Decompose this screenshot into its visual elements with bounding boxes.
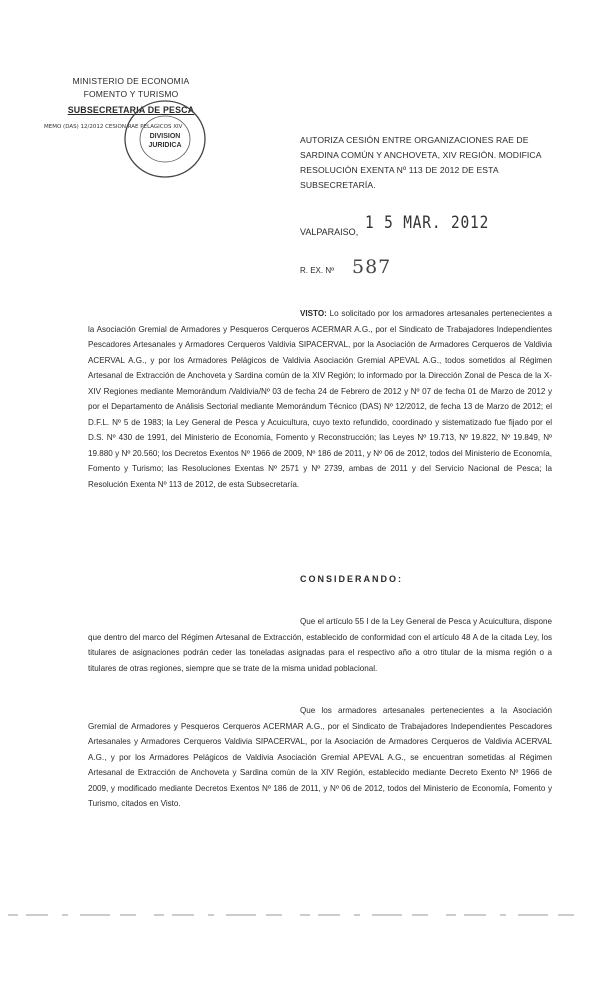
considerando-paragraph-1: Que el artículo 55 I de la Ley General de Pesca y Acuicultura, dispone que dentro del marco del Régimen Artesanal de Extracción, establecido de conformidad con el artículo 48 A de la citada Ley, los titulares de asignaciones podrán ceder las toneladas asignadas para el respectivo año a otro titular de la misma región o a titulares de otras regiones, siempre que se trate de la misma unidad poblacional. (88, 617, 552, 673)
considerando-paragraph-2: Que los armadores artesanales pertenecientes a la Asociación Gremial de Armadores y Pesqueros Cerqueros ACERMAR A.G., por el Sindicato de Trabajadores Independientes Pescadores Artesanales y Armadores Cerqueros Valdivia SIPACERVAL, por la Asociación de Armadores Cerqueros de Valdivia ACERVAL A.G., y por los Armadores Pelágicos de Valdivia Asociación Gremial APEVAL A.G., se encuentran sometidas al Régimen Artesanal de Extracción de Anchoveta y Sardina común de la XIV Región, establecido mediante Decreto Exento Nº 1966 de 2009, y modificado mediante Decretos Exentos Nº 186 de 2011, y Nº 06 de 2012, todos del Ministerio de Economía, Fomento y Turismo, citados en Visto. (88, 706, 552, 808)
considerando-heading: CONSIDERANDO: (300, 574, 404, 584)
stamp-line-1: DIVISION (149, 133, 181, 140)
resolution-number: 587 (352, 256, 392, 278)
place-label: VALPARAISO, (300, 227, 359, 237)
visto-paragraph (88, 306, 552, 492)
resolution-date: 1 5 MAR. 2012 (365, 213, 490, 233)
subsecretaria-name: SUBSECRETARIA DE PESCA (67, 105, 195, 115)
ministry-name: MINISTERIO DE ECONOMIA (72, 76, 190, 86)
resolution-subject: AUTORIZA CESIÓN ENTRE ORGANIZACIONES RAE DE SARDINA COMÚN Y ANCHOVETA, XIV REGIÓN. MODIFICA RESOLUCIÓN EXENTA Nº 113 DE 2012 DE ESTA SUBSECRETARÍA. (300, 135, 542, 190)
division-juridica-stamp (95, 92, 235, 182)
footer-scan-dashes (8, 914, 580, 916)
memo-reference: MEMO (DAS) 12/2012 CESION RAE PELAGICOS XIV (44, 124, 183, 130)
stamp-line-2: JURIDICA (148, 142, 182, 149)
resolution-label: R. EX. Nº (300, 266, 335, 275)
ministry-subtitle: FOMENTO Y TURISMO (83, 89, 179, 99)
visto-text: Lo solicitado por los armadores artesanales pertenecientes a la Asociación Gremial de Armadores y Pesqueros Cerqueros ACERMAR A.G., por el Sindicato de Trabajadores Independientes Pescadores Artesanales y Armadores Cerqueros Valdivia SIPACERVAL, por la Asociación de Armadores Cerqueros de Valdivia ACERVAL A.G., y por los Armadores Pelágicos de Valdivia Asociación Gremial APEVAL A.G., todos sometidos al Régimen Artesanal de Extracción de Anchoveta y Sardina común de la XIV Región; lo informado por la Dirección Zonal de Pesca de la X-XIV Regiones mediante Memorándum /Valdivia/Nº 03 de fecha 24 de Febrero de 2012 y Nº 07 de fecha 01 de Marzo de 2012 y por el Departamento de Análisis Sectorial mediante Memorándum Técnico (DAS) Nº 12/2012, de fecha 13 de Marzo de 2012; el D.F.L. Nº 5 de 1983; la Ley General de Pesca y Acuicultura, cuyo texto refundido, coordinado y sistematizado fue fijado por el D.S. Nº 430 de 1991, del Ministerio de Economía, Fomento y Reconstrucción; las Leyes Nº 19.713, Nº 19.822, Nº 19.849, Nº 19.880 y Nº 20.560; los Decretos Exentos Nº 1966 de 2009, Nº 186 de 2011, y Nº 06 de 2012, todos del Ministerio de Economía, Fomento y Turismo; las Resoluciones Exentas Nº 2571 y Nº 2739, ambas de 2011 y del Servicio Nacional de Pesca; la Resolución Exenta Nº 113 de 2012, de esta Subsecretaría. (88, 309, 552, 489)
visto-label: VISTO: (300, 309, 327, 318)
